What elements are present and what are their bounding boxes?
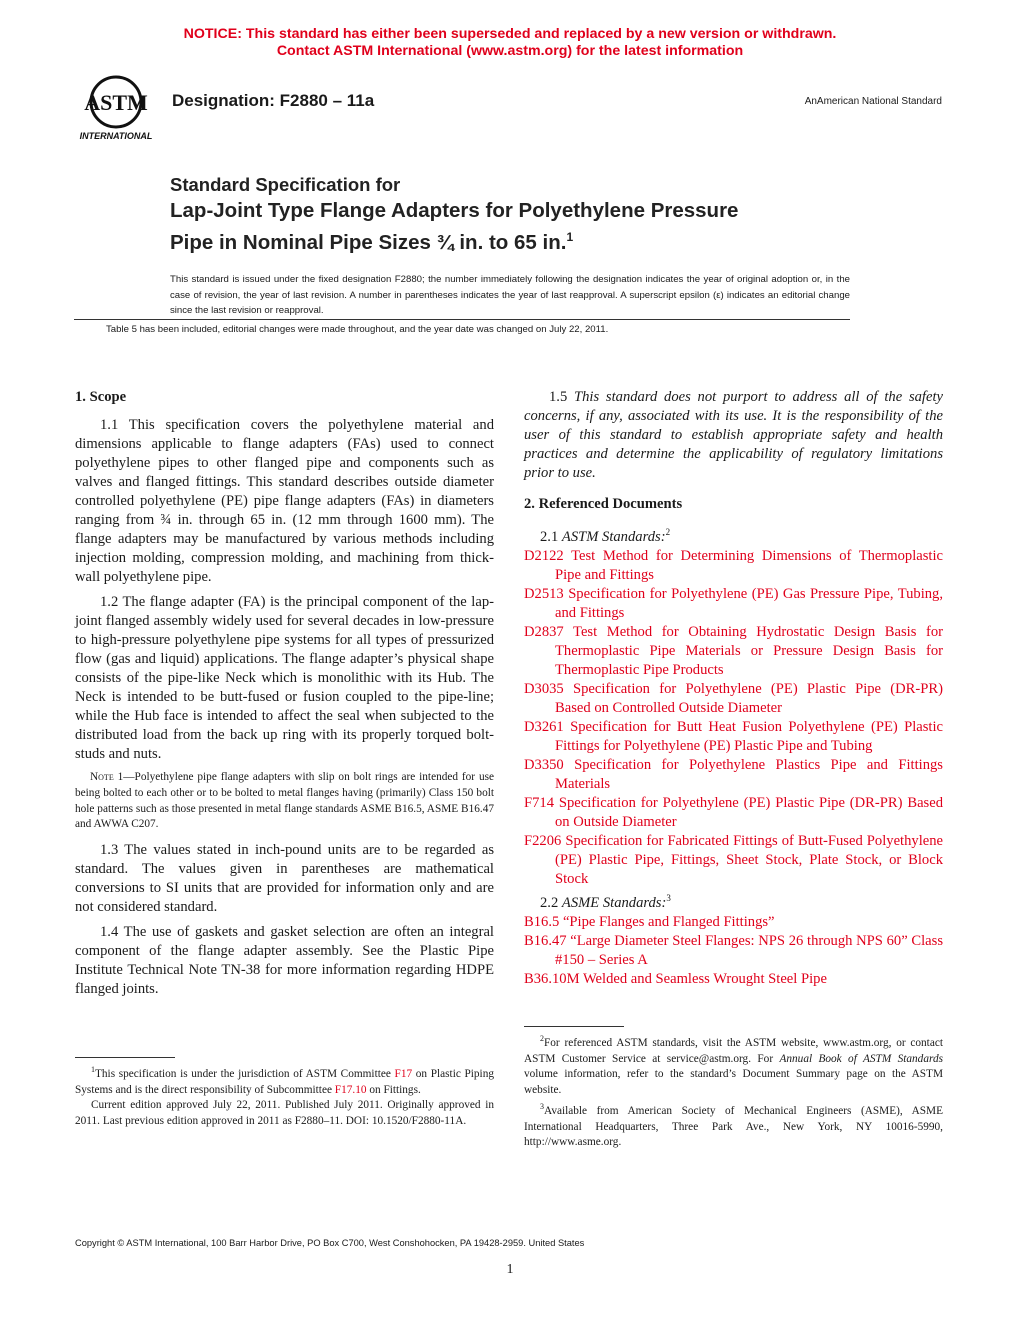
astm-footnote-mark: 2 xyxy=(665,527,671,537)
title-line-3 xyxy=(170,224,738,256)
notice-line-1: NOTICE: This standard has either been superseded and replaced by a new version or withdrawn. xyxy=(183,26,837,42)
reference-item[interactable] xyxy=(524,913,943,932)
reference-item[interactable] xyxy=(524,718,943,756)
astm-standards-label xyxy=(524,523,943,547)
note-1-label: Note 1 xyxy=(90,771,124,783)
supersession-notice xyxy=(0,26,1020,60)
issuance-note: This standard is issued under the fixed designation F2880; the number immediately following the designation indicates the year of original adoption or, in the case of revision, the year of last revision. A number in parentheses indicates the year of last reapproval. A superscript epsilon (ε) indicates an editorial change since the last revision or reapproval. xyxy=(170,274,850,316)
reference-code-link[interactable]: D3035 xyxy=(524,680,564,697)
reference-code-link[interactable]: F2206 xyxy=(524,832,562,849)
referenced-documents-heading: 2. Referenced Documents xyxy=(524,496,683,512)
astm-standards-text: ASTM Standards: xyxy=(561,528,666,545)
american-national-standard-label: AnAmerican National Standard xyxy=(804,96,942,107)
scope-1-3: 1.3 The values stated in inch-pound units are to be regarded as standard. The values given in parentheses are mathematical conversions to SI units that are provided for information only and are not considered standard. xyxy=(75,842,494,916)
scope-1-5-number: 1.5 xyxy=(549,389,568,405)
reference-code-link[interactable]: B36.10M xyxy=(524,970,580,987)
right-column xyxy=(524,388,943,989)
footnote-1-text-b: on Plastic Piping Systems and is the direct responsibility of Subcommittee xyxy=(75,1067,494,1096)
footnote-1-mark: 1 xyxy=(91,1065,95,1074)
reference-item[interactable] xyxy=(524,932,943,970)
reference-item[interactable] xyxy=(524,794,943,832)
divider-line xyxy=(74,319,850,320)
left-column xyxy=(75,388,494,1005)
footnotes-right xyxy=(524,1026,943,1151)
reference-code-link[interactable]: F714 xyxy=(524,794,555,811)
footnote-1-text-c: on Fittings. xyxy=(366,1083,421,1096)
footnote-2 xyxy=(524,1031,943,1099)
committee-link[interactable]: F17 xyxy=(394,1067,413,1080)
footnote-rule xyxy=(75,1057,175,1058)
reference-title-link[interactable]: Specification for Polyethylene Plastics Pipe and Fittings Materials xyxy=(555,756,943,792)
footnote-1-text-a: This specification is under the jurisdiction of ASTM Committee xyxy=(95,1067,395,1080)
scope-1-4: 1.4 The use of gaskets and gasket selection are often an integral component of the flange adapter assembly. See the Plastic Pipe Institute Technical Note TN-38 for more information regarding HDPE flanged joints. xyxy=(75,924,494,998)
logo-text: ASTM xyxy=(84,90,148,115)
reference-title-link[interactable]: Welded and Seamless Wrought Steel Pipe xyxy=(582,970,827,987)
asme-footnote-mark: 3 xyxy=(666,892,671,903)
title-line-3-text: Pipe in Nominal Pipe Sizes ¾ in. to 65 in. xyxy=(170,231,567,254)
reference-title-link[interactable]: Test Method for Obtaining Hydrostatic Design Basis for Thermoplastic Pipe Materials or Pressure Design Basis for Thermoplastic Pipe Products xyxy=(555,623,943,678)
footnote-3-text: Available from American Society of Mechanical Engineers (ASME), ASME International Headquarters, Three Park Ave., New York, NY 10016-5990, http://www.asme.org. xyxy=(524,1104,943,1149)
astm-logo xyxy=(74,72,158,144)
footnote-1 xyxy=(75,1062,494,1098)
scope-1-5 xyxy=(524,388,943,483)
subcommittee-link[interactable]: F17.10 xyxy=(334,1083,367,1096)
reference-code-link[interactable]: D2837 xyxy=(524,623,564,640)
reference-title-link[interactable]: Specification for Polyethylene (PE) Gas Pressure Pipe, Tubing, and Fittings xyxy=(555,585,943,621)
footnote-2-italic: Annual Book of ASTM Standards xyxy=(779,1052,944,1065)
reference-title-link[interactable]: Specification for Butt Heat Fusion Polyethylene (PE) Plastic Fittings for Polyethylene (PE) Plastic Pipe and Tubing xyxy=(555,718,943,754)
reference-item[interactable] xyxy=(524,970,943,989)
reference-title-link[interactable]: “Pipe Flanges and Flanged Fittings” xyxy=(562,913,775,930)
scope-1-1: 1.1 This specification covers the polyethylene material and dimensions applicable to flange adapters (FAs) used to connect polyethylene pipes to other flanged pipe and components such as valves and flanged fittings. This standard describes outside diameter controlled polyethylene (PE) pipe flange adapters (FAs) in diameters ranging from ¾ in. through 65 in. (12 mm through 1600 mm). The flange adapters may be manufactured by various methods including injection molding, compression molding, and machining from thick-wall polyethylene pipe. xyxy=(75,417,494,585)
astm-standards-number: 2.1 xyxy=(540,528,559,545)
scope-1-2: 1.2 The flange adapter (FA) is the principal component of the lap-joint flanged assembly widely used for several decades in low-pressure to high-pressure polyethylene pipe systems for all types of pressurized flow (gas and liquid) applications. The flange adapter’s physical shape consists of the pipe-like Neck which is monolithic with its Hub. The Neck is intended to be butt-fused or fusion coupled to the pipe-line; while the Hub face is intended to affect the seal when subjected to the distributed load from the back up ring with its properly torqued bolt-studs and nuts. xyxy=(75,594,494,762)
footnote-3 xyxy=(524,1099,943,1151)
footnote-2-text-a: For referenced ASTM standards, visit the ASTM website, www.astm.org, or contact ASTM Customer Service at service@astm.org. For xyxy=(524,1036,943,1065)
footnotes-left xyxy=(75,1057,494,1130)
footnote-1-approval: Current edition approved July 22, 2011. Published July 2011. Originally approved in 2011. Last previous edition approved in 2011 as F2880–11. DOI: 10.1520/F2880-11A. xyxy=(75,1099,494,1128)
title-line-1: Standard Specification for xyxy=(170,174,401,195)
scope-heading: 1. Scope xyxy=(75,389,127,405)
logo-subtext: INTERNATIONAL xyxy=(79,131,153,141)
footnote-rule xyxy=(524,1026,624,1027)
reference-item[interactable] xyxy=(524,680,943,718)
reference-code-link[interactable]: B16.5 xyxy=(524,913,560,930)
reference-item[interactable] xyxy=(524,547,943,585)
designation: Designation: F2880 – 11a xyxy=(172,91,375,110)
title-footnote-mark: 1 xyxy=(566,230,574,244)
asme-standards-text: ASME Standards: xyxy=(561,894,667,911)
note-1 xyxy=(75,770,494,833)
note-1-text: —Polyethylene pipe flange adapters with slip on bolt rings are intended for use being bolted to each other or to be bolted to metal flanges having (primarily) Class 150 bolt hole patterns such as those presented in metal flange standards ASME B16.5, ASME B16.47 and AWWA C207. xyxy=(75,771,494,831)
reference-title-link[interactable]: Test Method for Determining Dimensions of Thermoplastic Pipe and Fittings xyxy=(555,547,943,583)
reference-item[interactable] xyxy=(524,585,943,623)
reference-code-link[interactable]: B16.47 xyxy=(524,932,567,949)
reference-code-link[interactable]: D2513 xyxy=(524,585,564,602)
reference-code-link[interactable]: D3261 xyxy=(524,718,564,735)
asme-reference-list xyxy=(524,913,943,989)
footnote-3-mark: 3 xyxy=(540,1101,544,1111)
astm-reference-list xyxy=(524,547,943,889)
page-number: 1 xyxy=(506,1262,514,1277)
copyright-line: Copyright © ASTM International, 100 Barr Harbor Drive, PO Box C700, West Conshohocken, PA 19428-2959. United States xyxy=(75,1238,585,1248)
footnote-2-mark: 2 xyxy=(540,1034,544,1043)
reference-title-link[interactable]: Specification for Fabricated Fittings of Butt-Fused Polyethylene (PE) Plastic Pipe, Fittings, Sheet Stock, Plate Stock, or Block Stock xyxy=(555,832,943,887)
reference-code-link[interactable]: D2122 xyxy=(524,547,564,564)
reference-item[interactable] xyxy=(524,623,943,680)
reference-item[interactable] xyxy=(524,832,943,889)
title-line-2: Lap-Joint Type Flange Adapters for Polyethylene Pressure xyxy=(170,199,739,222)
notice-line-2: Contact ASTM International (www.astm.org) for the latest information xyxy=(276,43,744,59)
editorial-change-note: Table 5 has been included, editorial changes were made throughout, and the year date was changed on July 22, 2011. xyxy=(106,324,609,335)
reference-title-link[interactable]: “Large Diameter Steel Flanges: NPS 26 through NPS 60” Class #150 – Series A xyxy=(555,932,943,968)
reference-title-link[interactable]: Specification for Polyethylene (PE) Plastic Pipe (DR-PR) Based on Outside Diameter xyxy=(555,794,943,830)
document-title xyxy=(170,173,738,256)
reference-code-link[interactable]: D3350 xyxy=(524,756,564,773)
reference-title-link[interactable]: Specification for Polyethylene (PE) Plastic Pipe (DR-PR) Based on Controlled Outside Diameter xyxy=(555,680,943,716)
asme-standards-number: 2.2 xyxy=(540,894,559,911)
asme-standards-label xyxy=(524,889,943,913)
scope-1-5-text: This standard does not purport to address all of the safety concerns, if any, associated with its use. It is the responsibility of the user of this standard to establish appropriate safety and health practices and determine the applicability of regulatory limitations prior to use. xyxy=(524,389,943,481)
reference-item[interactable] xyxy=(524,756,943,794)
footnote-2-text-b: volume information, refer to the standard’s Document Summary page on the ASTM website. xyxy=(524,1068,943,1097)
